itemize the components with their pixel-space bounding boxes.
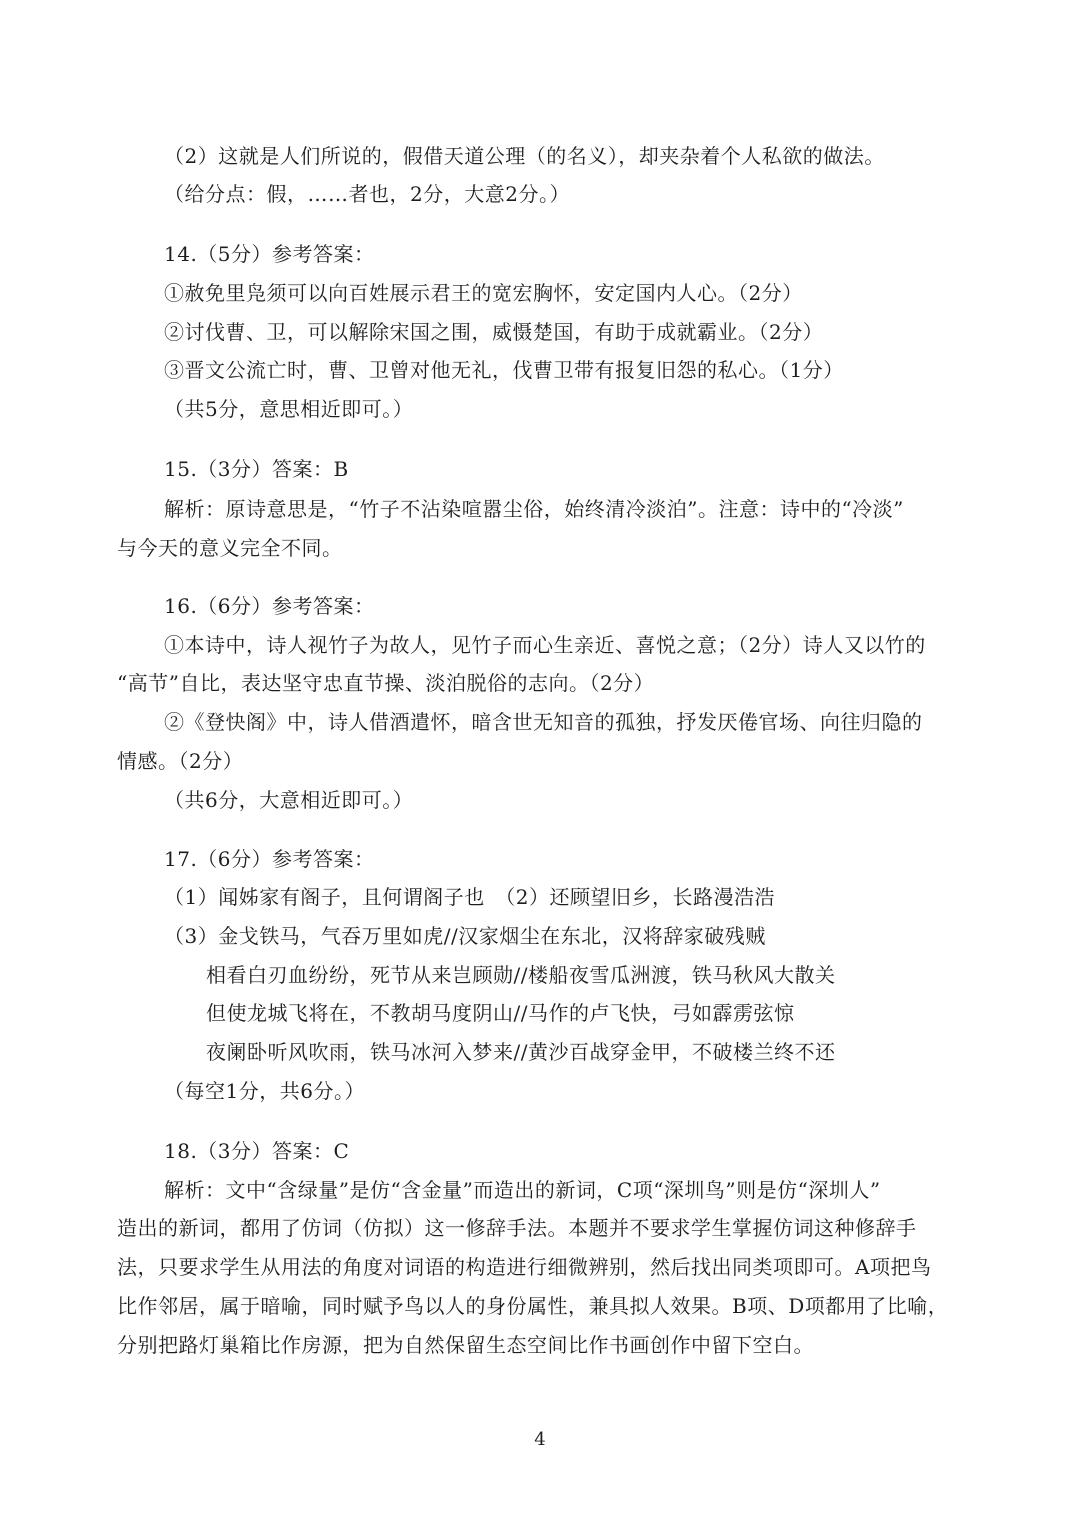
question-17-heading: 17.（6分）参考答案： bbox=[164, 847, 375, 871]
answer-14-point3: ③晋文公流亡时，曹、卫曾对他无礼，伐曹卫带有报复旧怨的私心。（1分） bbox=[164, 358, 844, 382]
question-14-heading: 14.（5分）参考答案： bbox=[164, 242, 375, 266]
answer-13-part2: （2）这就是人们所说的，假借天道公理（的名义），却夹杂着个人私欲的做法。 bbox=[164, 144, 885, 168]
answer-17-part3-line2: 相看白刃血纷纷，死节从来岂顾勋//楼船夜雪瓜洲渡，铁马秋风大散关 bbox=[206, 963, 836, 987]
answer-18-analysis-line5: 分别把路灯巢箱比作房源，把为自然保留生态空间比作书画创作中留下空白。 bbox=[117, 1333, 814, 1357]
answer-16-point1-line2: “高节”自比，表达坚守忠直节操、淡泊脱俗的志向。（2分） bbox=[117, 671, 655, 695]
answer-14-scoring-note: （共5分，意思相近即可。） bbox=[164, 397, 414, 421]
page-number: 4 bbox=[534, 1429, 546, 1450]
question-15-heading: 15.（3分）答案：B bbox=[164, 457, 349, 481]
answer-16-point2-line1: ②《登快阁》中，诗人借酒遣怀，暗含世无知音的孤独，抒发厌倦官场、向往归隐的 bbox=[164, 710, 923, 734]
answer-15-analysis-line2: 与今天的意义完全不同。 bbox=[117, 536, 343, 560]
answer-16-scoring-note: （共6分，大意相近即可。） bbox=[164, 788, 414, 812]
question-18-heading: 18.（3分）答案：C bbox=[164, 1139, 350, 1163]
question-16-heading: 16.（6分）参考答案： bbox=[164, 594, 375, 618]
answer-18-analysis-line1: 解析：文中“含绿量”是仿“含金量”而造出的新词，C项“深圳鸟”则是仿“深圳人” bbox=[164, 1178, 881, 1202]
answer-18-analysis-line4: 比作邻居，属于暗喻，同时赋予鸟以人的身份属性，兼具拟人效果。B项、D项都用了比喻， bbox=[117, 1294, 949, 1318]
answer-17-part1-2: （1）闻姊家有阁子，且何谓阁子也 （2）还顾望旧乡，长路漫浩浩 bbox=[164, 885, 775, 909]
answer-17-part3-line1: （3）金戈铁马，气吞万里如虎//汉家烟尘在东北，汉将辞家破残贼 bbox=[164, 924, 766, 948]
answer-18-analysis-line3: 法，只要求学生从用法的角度对词语的构造进行细微辨别，然后找出同类项即可。A项把鸟 bbox=[117, 1255, 932, 1279]
answer-16-point1-line1: ①本诗中，诗人视竹子为故人，见竹子而心生亲近、喜悦之意；（2分）诗人又以竹的 bbox=[164, 633, 926, 657]
answer-17-part3-line3: 但使龙城飞将在，不教胡马度阴山//马作的卢飞快，弓如霹雳弦惊 bbox=[206, 1001, 795, 1025]
answer-17-part3-line4: 夜阑卧听风吹雨，铁马冰河入梦来//黄沙百战穿金甲，不破楼兰终不还 bbox=[206, 1040, 836, 1064]
answer-17-scoring-note: （每空1分，共6分。） bbox=[164, 1079, 365, 1103]
answer-13-scoring-note: （给分点：假，……者也，2分，大意2分。） bbox=[164, 182, 570, 206]
answer-14-point1: ①赦免里凫须可以向百姓展示君王的宽宏胸怀，安定国内人心。（2分） bbox=[164, 281, 803, 305]
answer-14-point2: ②讨伐曹、卫，可以解除宋国之围，威慑楚国，有助于成就霸业。（2分） bbox=[164, 320, 824, 344]
answer-15-analysis-line1: 解析：原诗意思是，“竹子不沾染喧嚣尘俗，始终清冷淡泊”。注意：诗中的“冷淡” bbox=[164, 497, 904, 521]
answer-16-point2-line2: 情感。（2分） bbox=[117, 749, 244, 773]
answer-18-analysis-line2: 造出的新词，都用了仿词（仿拟）这一修辞手法。本题并不要求学生掌握仿词这种修辞手 bbox=[117, 1216, 917, 1240]
